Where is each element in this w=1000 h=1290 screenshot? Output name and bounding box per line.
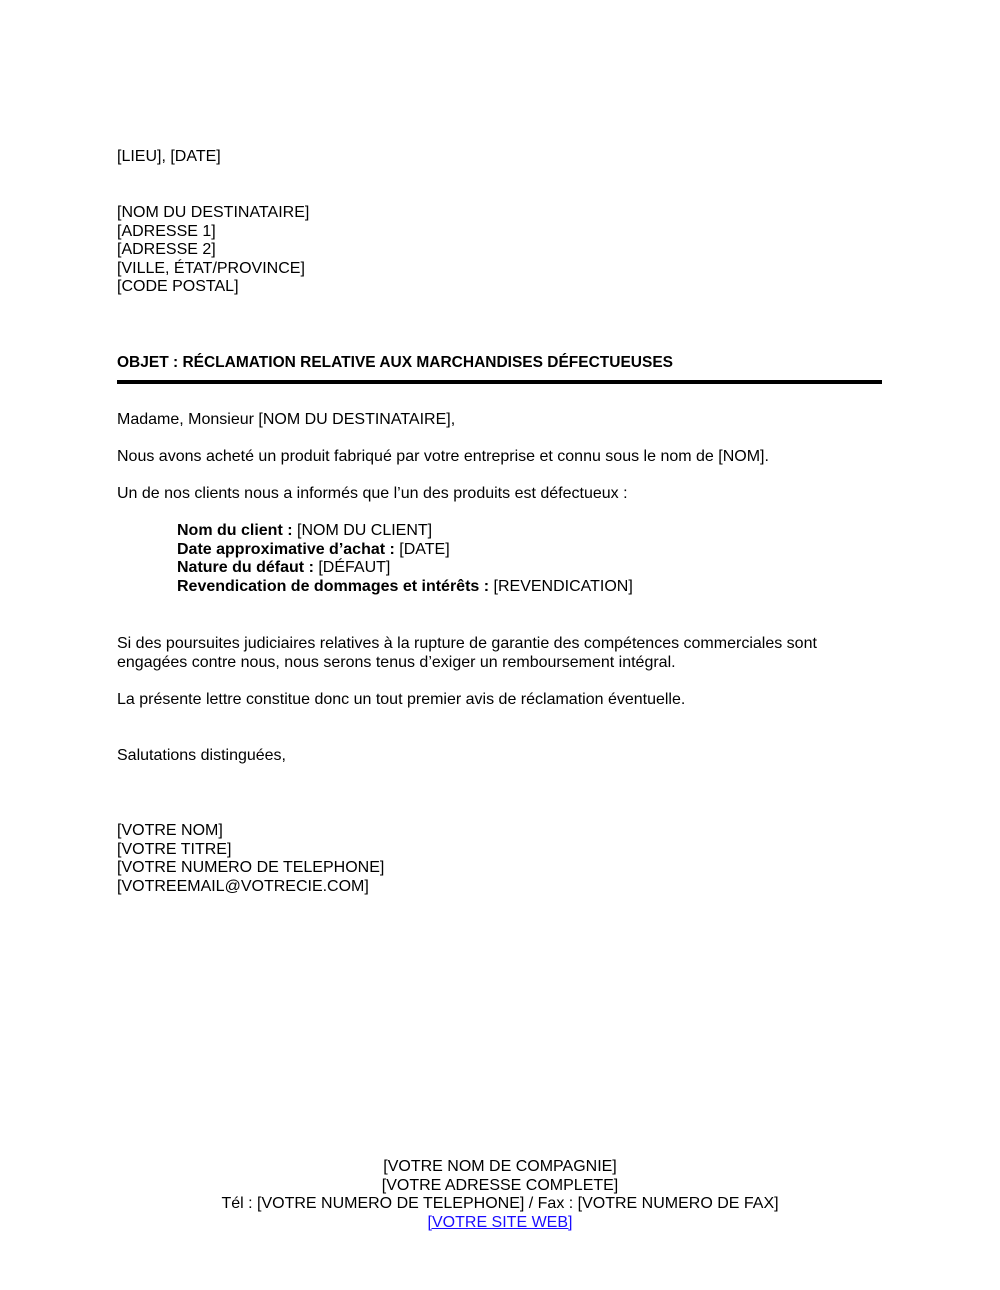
paragraph-3-line-1: Si des poursuites judiciaires relatives à la rupture de garantie des compétences commerciales sont: [117, 635, 817, 652]
detail-purchase-date: [177, 541, 633, 560]
detail-value: [DATE]: [394, 540, 450, 558]
detail-label: Nature du défaut :: [177, 559, 314, 576]
detail-value: [DÉFAUT]: [313, 559, 391, 576]
footer-website-link[interactable]: [VOTRE SITE WEB]: [427, 1213, 573, 1231]
paragraph-3: [117, 635, 817, 672]
place-date: [LIEU], [DATE]: [117, 148, 221, 165]
signature-name: [VOTRE NOM]: [117, 822, 223, 839]
recipient-address2: [ADRESSE 2]: [117, 241, 216, 258]
subject-divider: [117, 380, 882, 384]
signature-phone: [VOTRE NUMERO DE TELEPHONE]: [117, 859, 385, 876]
salutation: Madame, Monsieur [NOM DU DESTINATAIRE],: [117, 411, 456, 428]
paragraph-2: Un de nos clients nous a informés que l’un des produits est défectueux :: [117, 485, 628, 502]
paragraph-1: Nous avons acheté un produit fabriqué par votre entreprise et connu sous le nom de [NOM].: [117, 448, 769, 465]
signature-block: [117, 822, 384, 896]
footer-contact: Tél : [VOTRE NUMERO DE TELEPHONE] / Fax : [VOTRE NUMERO DE FAX]: [221, 1195, 779, 1212]
detail-label: Date approximative d’achat :: [177, 540, 395, 558]
footer-company: [VOTRE NOM DE COMPAGNIE]: [383, 1158, 617, 1175]
detail-value: [NOM DU CLIENT]: [292, 522, 433, 539]
defect-details: [177, 522, 633, 596]
detail-client-name: [177, 522, 633, 541]
detail-damages-claim: [177, 578, 633, 597]
detail-defect-nature: [177, 559, 633, 578]
paragraph-4: La présente lettre constitue donc un tout premier avis de réclamation éventuelle.: [117, 691, 686, 708]
footer-address: [VOTRE ADRESSE COMPLETE]: [381, 1176, 619, 1194]
recipient-name: [NOM DU DESTINATAIRE]: [117, 204, 310, 221]
detail-label: Nom du client :: [177, 522, 293, 539]
closing: Salutations distinguées,: [117, 747, 286, 764]
signature-title: [VOTRE TITRE]: [117, 840, 232, 858]
paragraph-3-line-2: engagées contre nous, nous serons tenus d’exiger un remboursement intégral.: [117, 653, 676, 671]
signature-email: [VOTREEMAIL@VOTRECIE.COM]: [117, 877, 369, 895]
detail-label: Revendication de dommages et intérêts :: [177, 577, 490, 595]
recipient-address1: [ADRESSE 1]: [117, 222, 216, 240]
subject-line: OBJET : RÉCLAMATION RELATIVE AUX MARCHANDISES DÉFECTUEUSES: [117, 354, 674, 371]
recipient-city-state: [VILLE, ÉTAT/PROVINCE]: [117, 259, 305, 277]
letter-footer: [0, 1158, 1000, 1232]
recipient-postal-code: [CODE POSTAL]: [117, 278, 239, 295]
recipient-block: [117, 204, 309, 297]
detail-value: [REVENDICATION]: [489, 577, 633, 595]
